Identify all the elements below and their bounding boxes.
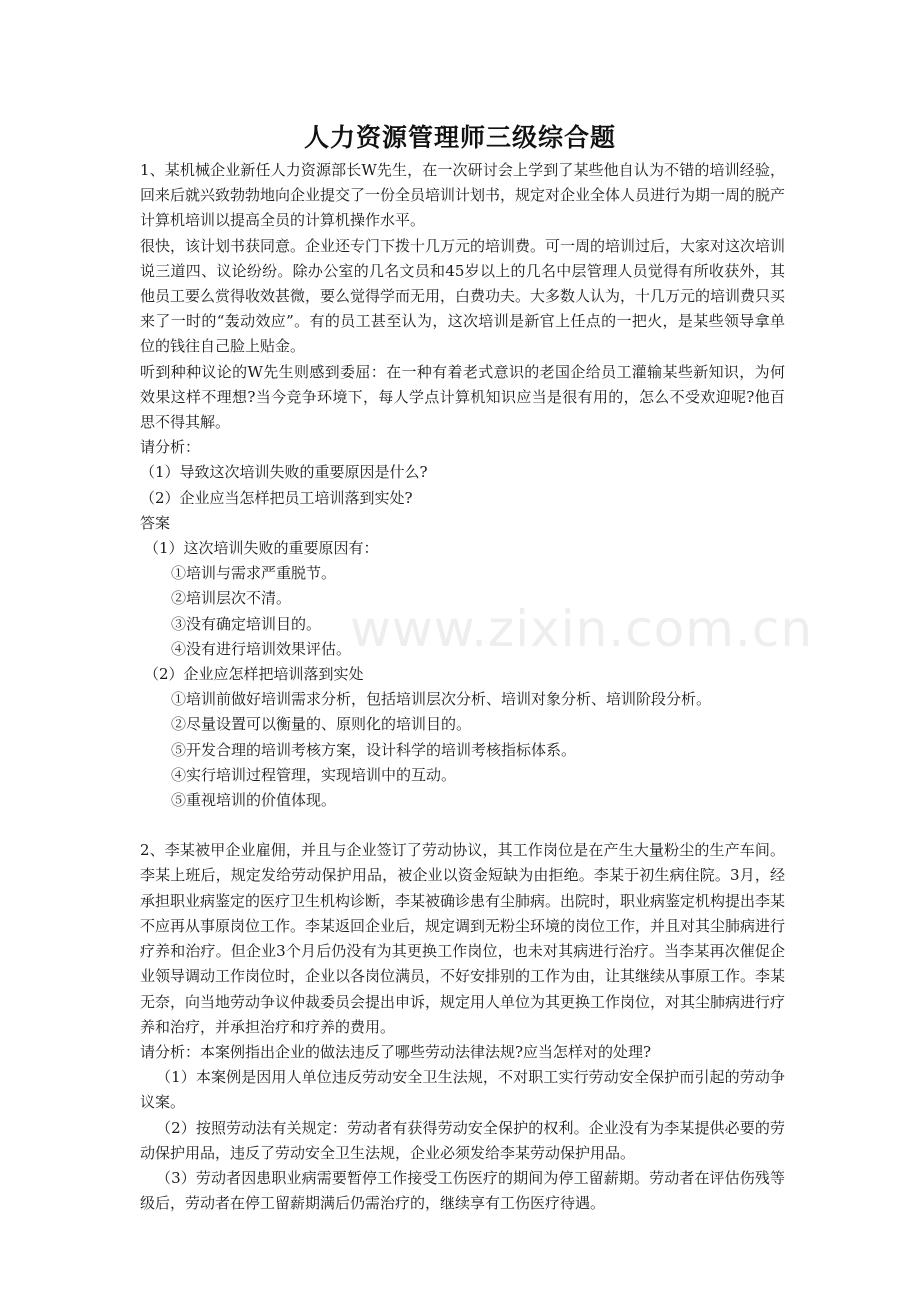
watermark: www.zixin.com.cn bbox=[350, 600, 814, 658]
q1-answer-2-item: ②尽量设置可以衡量的、原则化的培训目的。 bbox=[171, 715, 472, 734]
q1-answer-1-item: ③没有确定培训目的。 bbox=[171, 614, 322, 633]
q1-ask-1: （1）导致这次培训失败的重要原因是什么? bbox=[140, 463, 428, 482]
q1-answer-1-heading: （1）这次培训失败的重要原因有： bbox=[144, 539, 379, 558]
q2-paragraph-1: 2、李某被甲企业雇佣，并且与企业签订了劳动协议，其工作岗位是在产生大量粉尘的生产车间。李某上班后，规定发给劳动保护用品，被企业以资金短缺为由拒绝。李某于初生病住院。3月，经承担职业病鉴定的医疗卫生机构诊断，李某被确诊患有尘肺病。出院时，职业病鉴定机构提出李某不应再从事原岗位工作。李某返回企业后，规定调到无粉尘环境的岗位工作，并且对其尘肺病进行疗养和治疗。但企业3个月后仍没有为其更换工作岗位，也未对其病进行治疗。当李某再次催促企业领导调动工作岗位时，企业以各岗位满员，不好安排别的工作为由，让其继续从事原工作。李某无奈，向当地劳动争议仲裁委员会提出申诉，规定用人单位为其更换工作岗位，对其尘肺病进行疗养和治疗，并承担治疗和疗养的费用。 bbox=[140, 841, 786, 1036]
q1-answer-2-heading: （2）企业应怎样把培训落到实处 bbox=[144, 665, 364, 684]
q1-paragraph-1: 1、某机械企业新任人力资源部长W先生，在一次研讨会上学到了某些他自认为不错的培训经验，回来后就兴致勃勃地向企业提交了一份全员培训计划书，规定对企业全体人员进行为期一周的脱产计算机培训以提高全员的计算机操作水平。 bbox=[140, 161, 786, 230]
q2-answer-item: （1）本案例是因用人单位违反劳动安全卫生法规，不对职工实行劳动安全保护而引起的劳动争议案。 bbox=[140, 1068, 785, 1112]
q2-answer-item: （2）按照劳动法有关规定：劳动者有获得劳动安全保护的权利。企业没有为李某提供必要的劳动保护用品，违反了劳动安全卫生法规，企业必须发给李某劳动保护用品。 bbox=[140, 1118, 785, 1162]
q1-paragraph-2: 很快，该计划书获同意。企业还专门下拨十几万元的培训费。可一周的培训过后，大家对这次培训说三道四、议论纷纷。除办公室的几名文员和45岁以上的几名中层管理人员觉得有所收获外，其他员工要么赏得收效甚微，要么觉得学而无用，白费功夫。大多数人认为，十几万元的培训费只买来了一时的“轰动效应”。有的员工甚至认为，这次培训是新官上任点的一把火，是某些领导拿单位的钱往自己脸上贴金。 bbox=[140, 236, 786, 356]
q1-answer-1-item: ②培训层次不清。 bbox=[171, 589, 292, 608]
document-body bbox=[140, 158, 785, 1216]
q1-answer-2-item: ⑤重视培训的价值体现。 bbox=[171, 791, 337, 810]
q1-paragraph-3: 听到种种议论的W先生则感到委屈：在一种有着老式意识的老国企给员工灌输某些新知识，为何效果这样不理想?当今竞争环境下，每人学点计算机知识应当是很有用的，怎么不受欢迎呢?他百思不得其解。 bbox=[140, 362, 785, 432]
q1-answer-1-item: ④没有进行培训效果评估。 bbox=[171, 639, 352, 658]
q1-ask-label: 请分析： bbox=[140, 438, 201, 457]
page-title: 人力资源管理师三级综合题 bbox=[303, 123, 616, 152]
q1-answer-1-item: ①培训与需求严重脱节。 bbox=[171, 564, 337, 583]
q1-ask-2: （2）企业应当怎样把员工培训落到实处? bbox=[140, 488, 413, 507]
q1-answer-label: 答案 bbox=[140, 513, 171, 532]
q2-answer-item: （3）劳动者因患职业病需要暂停工作接受工伤医疗的期间为停工留薪期。劳动者在评估伤残等级后，劳动者在停工留薪期满后仍需治疗的，继续享有工伤医疗待遇。 bbox=[140, 1168, 785, 1213]
q1-answer-2-item: ⑤开发合理的培训考核方案，设计科学的培训考核指标体系。 bbox=[171, 740, 577, 759]
q1-answer-2-item: ①培训前做好培训需求分析，包括培训层次分析、培训对象分析、培训阶段分析。 bbox=[171, 690, 712, 709]
q2-ask: 请分析：本案例指出企业的做法违反了哪些劳动法律法规?应当怎样对的处理? bbox=[140, 1042, 652, 1061]
section-spacer bbox=[140, 813, 785, 838]
q1-answer-2-item: ④实行培训过程管理，实现培训中的互动。 bbox=[171, 765, 457, 784]
